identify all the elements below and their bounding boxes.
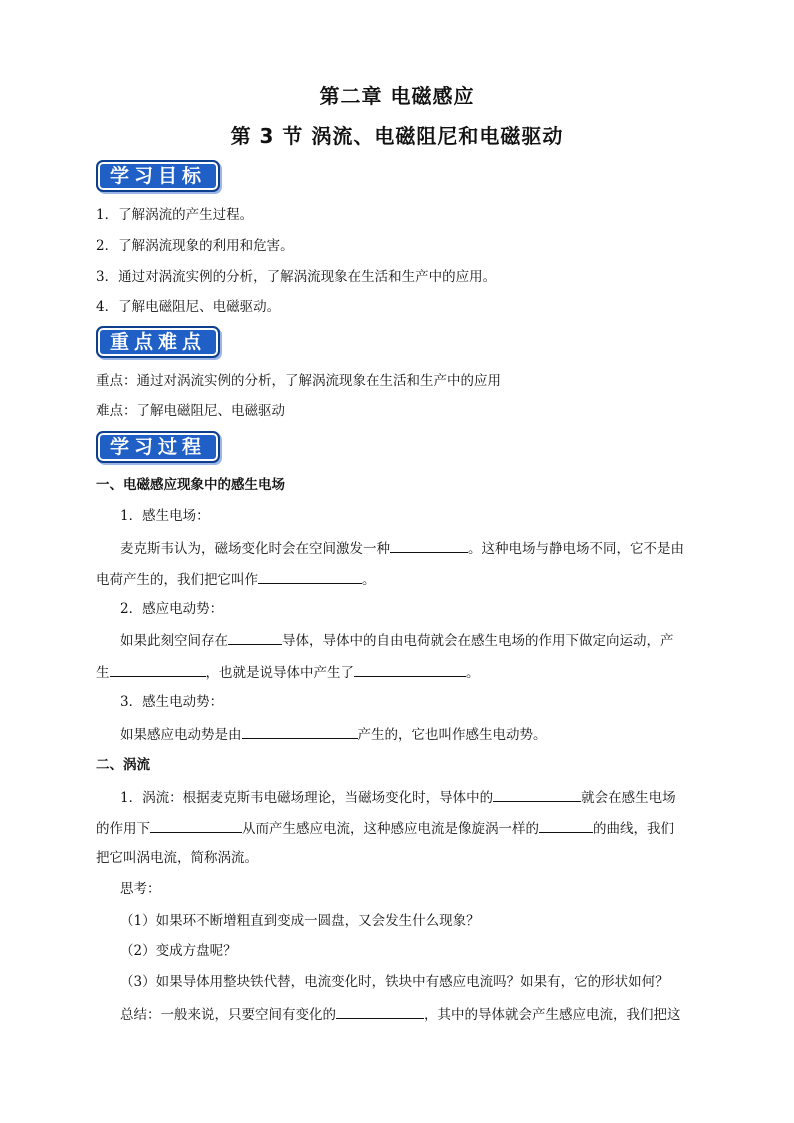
chapter-title: 第二章 电磁感应 — [319, 84, 475, 108]
item-title: 3．感生电动势： — [120, 694, 224, 710]
objective-item: 3．通过对涡流实例的分析，了解涡流现象在生活和生产中的应用。 — [96, 269, 497, 285]
text-segment: 1．涡流：根据麦克斯韦电磁场理论，当磁场变化时，导体中的 — [120, 790, 494, 806]
fill-blank[interactable] — [354, 662, 466, 677]
paragraph-line — [96, 818, 674, 838]
objective-item: 2．了解涡流现象的利用和危害。 — [96, 238, 294, 254]
paragraph-line — [96, 662, 480, 682]
think-label: 思考： — [120, 881, 161, 897]
question: （2）变成方盘呢？ — [120, 943, 237, 959]
text-segment: 就会在感生电场 — [581, 790, 676, 806]
question: （3）如果导体用整块铁代替，电流变化时，铁块中有感应电流吗？如果有，它的形状如何？ — [120, 974, 669, 990]
text-segment: 从而产生感应电流，这种感应电流是像旋涡一样的 — [242, 821, 539, 837]
focus-point: 重点：通过对涡流实例的分析，了解涡流现象在生活和生产中的应用 — [96, 373, 501, 389]
text-segment: 导体，导体中的自由电荷就会在感生电场的作用下做定向运动，产 — [282, 633, 674, 649]
text-segment: 。 — [362, 572, 376, 588]
fill-blank[interactable] — [336, 1004, 424, 1019]
fill-blank[interactable] — [150, 818, 242, 833]
paragraph-line — [120, 724, 547, 744]
text-segment: 的作用下 — [96, 821, 150, 837]
fill-blank[interactable] — [258, 569, 362, 584]
paragraph-line — [120, 538, 684, 558]
fill-blank[interactable] — [493, 787, 581, 802]
paragraph-line: 把它叫涡电流，简称涡流。 — [96, 850, 258, 866]
question: （1）如果环不断增粗直到变成一圆盘，又会发生什么现象？ — [120, 913, 480, 929]
process-banner: 学习过程 — [96, 431, 220, 463]
difficulty-point: 难点：了解电磁阻尼、电磁驱动 — [96, 403, 285, 419]
text-segment: 的曲线，我们 — [593, 821, 674, 837]
text-segment: 总结：一般来说，只要空间有变化的 — [120, 1007, 336, 1023]
text-segment: 生 — [96, 665, 110, 681]
paragraph-line — [96, 569, 376, 589]
text-segment: ，其中的导体就会产生感应电流，我们把这 — [424, 1007, 681, 1023]
text-segment: ，也就是说导体中产生了 — [205, 665, 354, 681]
summary-line — [120, 1004, 681, 1024]
part1-heading: 一、电磁感应现象中的感生电场 — [96, 477, 285, 493]
fill-blank[interactable] — [110, 662, 206, 677]
fill-blank[interactable] — [390, 538, 468, 553]
text-segment: 如果此刻空间存在 — [120, 633, 228, 649]
fill-blank[interactable] — [539, 818, 593, 833]
section-title: 第 3 节 涡流、电磁阻尼和电磁驱动 — [230, 124, 564, 148]
text-segment: 如果感应电动势是由 — [120, 727, 242, 743]
text-segment: 产生的，它也叫作感生电动势。 — [357, 727, 547, 743]
text-segment: 麦克斯韦认为，磁场变化时会在空间激发一种 — [120, 541, 390, 557]
text-segment: 电荷产生的，我们把它叫作 — [96, 572, 258, 588]
fill-blank[interactable] — [228, 630, 282, 645]
objective-item: 4．了解电磁阻尼、电磁驱动。 — [96, 299, 281, 315]
fill-blank[interactable] — [242, 724, 358, 739]
text-segment: 。这种电场与静电场不同，它不是由 — [468, 541, 684, 557]
key-points-banner: 重点难点 — [96, 326, 220, 358]
objectives-banner: 学习目标 — [96, 160, 220, 192]
item-title: 2．感应电动势： — [120, 601, 224, 617]
paragraph-line — [120, 630, 674, 650]
part2-heading: 二、涡流 — [96, 757, 150, 773]
text-segment: 。 — [466, 665, 480, 681]
objective-item: 1．了解涡流的产生过程。 — [96, 207, 254, 223]
item-title: 1．感生电场： — [120, 508, 210, 524]
paragraph-line — [120, 787, 676, 807]
